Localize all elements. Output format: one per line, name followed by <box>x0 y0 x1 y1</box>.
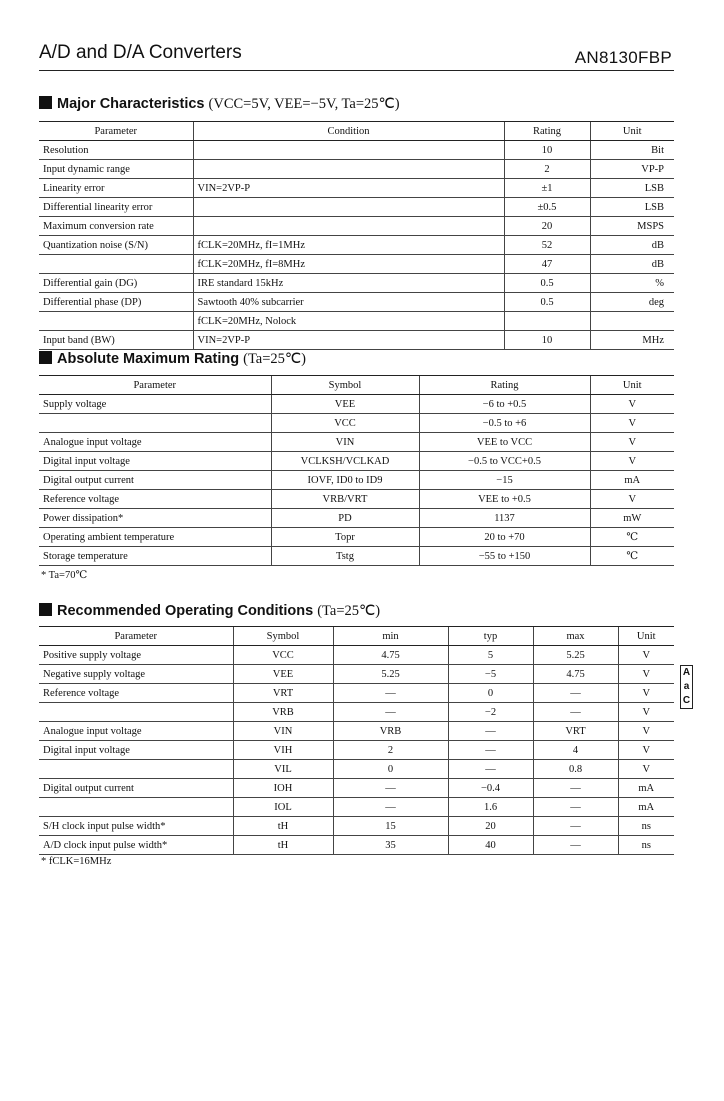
table-cell: 4 <box>533 741 618 760</box>
table-row <box>39 779 674 798</box>
table-header-row <box>39 122 674 141</box>
table-cell: V <box>590 433 674 452</box>
table-cell: — <box>448 722 533 741</box>
table-cell: 5 <box>448 646 533 665</box>
table-cell: Reference voltage <box>39 684 233 703</box>
section-square-icon <box>39 351 52 364</box>
table-row <box>39 312 674 331</box>
table-row <box>39 684 674 703</box>
table-row <box>39 547 674 566</box>
table-cell: Tstg <box>271 547 419 566</box>
section-condition: (Ta=25℃) <box>317 603 381 619</box>
table-cell: Differential gain (DG) <box>39 274 193 293</box>
table-cell: — <box>533 779 618 798</box>
table-cell: 0.5 <box>504 274 590 293</box>
column-header: typ <box>448 627 533 646</box>
table-cell: VCC <box>271 414 419 433</box>
table-row <box>39 433 674 452</box>
table-cell: IOH <box>233 779 333 798</box>
table-cell: V <box>618 741 674 760</box>
column-header: Unit <box>618 627 674 646</box>
absolute-maximum-rating-heading: Absolute Maximum Rating (Ta=25℃) <box>39 351 306 368</box>
table-row <box>39 798 674 817</box>
table-row <box>39 665 674 684</box>
table-row <box>39 722 674 741</box>
table-cell <box>193 217 504 236</box>
table-cell: VRB <box>333 722 448 741</box>
table-cell: 0 <box>333 760 448 779</box>
table-cell: — <box>533 703 618 722</box>
table-cell: 2 <box>333 741 448 760</box>
table-cell: −0.5 to VCC+0.5 <box>419 452 590 471</box>
table-cell <box>39 312 193 331</box>
table-cell: −15 <box>419 471 590 490</box>
table-cell: MSPS <box>590 217 674 236</box>
table-cell: fCLK=20MHz, fI=1MHz <box>193 236 504 255</box>
table-row <box>39 293 674 312</box>
table-cell: — <box>448 760 533 779</box>
table-cell: — <box>533 684 618 703</box>
table-cell: −5 <box>448 665 533 684</box>
table-cell: Storage temperature <box>39 547 271 566</box>
table-header-row <box>39 627 674 646</box>
table-cell: Resolution <box>39 141 193 160</box>
table-cell: fCLK=20MHz, Nolock <box>193 312 504 331</box>
table-cell: mA <box>618 798 674 817</box>
table-row <box>39 395 674 414</box>
table-cell: VIN <box>233 722 333 741</box>
table-cell: 52 <box>504 236 590 255</box>
side-index-tab <box>680 665 693 709</box>
table-row <box>39 331 674 350</box>
table-cell: Operating ambient temperature <box>39 528 271 547</box>
column-header: Parameter <box>39 376 271 395</box>
table-cell: Maximum conversion rate <box>39 217 193 236</box>
table-cell: Digital input voltage <box>39 452 271 471</box>
table-row <box>39 528 674 547</box>
table-cell: V <box>618 703 674 722</box>
column-header: Unit <box>590 122 674 141</box>
table-cell <box>39 414 271 433</box>
table-row <box>39 836 674 855</box>
table-cell: 20 <box>448 817 533 836</box>
table-header-row <box>39 376 674 395</box>
table-cell: Reference voltage <box>39 490 271 509</box>
table-cell: — <box>333 779 448 798</box>
table-cell: 1.6 <box>448 798 533 817</box>
table-cell: VIN=2VP-P <box>193 179 504 198</box>
column-header: Symbol <box>233 627 333 646</box>
table-cell: dB <box>590 236 674 255</box>
table-cell: VRT <box>533 722 618 741</box>
table-cell <box>504 312 590 331</box>
table-cell: −55 to +150 <box>419 547 590 566</box>
table-cell: — <box>533 836 618 855</box>
table-cell: 40 <box>448 836 533 855</box>
table-cell: Negative supply voltage <box>39 665 233 684</box>
header-rule <box>39 70 674 71</box>
table-row <box>39 198 674 217</box>
table-cell: Linearity error <box>39 179 193 198</box>
table-cell: 20 to +70 <box>419 528 590 547</box>
table-cell: Positive supply voltage <box>39 646 233 665</box>
table-cell <box>193 160 504 179</box>
table-cell: Digital input voltage <box>39 741 233 760</box>
table-row <box>39 646 674 665</box>
table-cell: 47 <box>504 255 590 274</box>
column-header: min <box>333 627 448 646</box>
table-cell: A/D clock input pulse width* <box>39 836 233 855</box>
table-cell: % <box>590 274 674 293</box>
table-cell: −2 <box>448 703 533 722</box>
table-cell: ±0.5 <box>504 198 590 217</box>
table-cell: Supply voltage <box>39 395 271 414</box>
table-cell: mA <box>590 471 674 490</box>
section-square-icon <box>39 96 52 109</box>
table-cell: V <box>590 490 674 509</box>
table-cell: VCC <box>233 646 333 665</box>
table-row <box>39 160 674 179</box>
recop-footnote: * fCLK=16MHz <box>41 856 112 867</box>
table-cell: — <box>533 798 618 817</box>
page-header <box>0 0 724 70</box>
table-cell: Quantization noise (S/N) <box>39 236 193 255</box>
table-cell: — <box>333 684 448 703</box>
table-cell: Differential phase (DP) <box>39 293 193 312</box>
part-number: AN8130FBP <box>574 48 672 67</box>
column-header: Rating <box>419 376 590 395</box>
table-row <box>39 414 674 433</box>
table-cell: VIH <box>233 741 333 760</box>
column-header: Parameter <box>39 122 193 141</box>
table-cell: ns <box>618 817 674 836</box>
table-cell: IOL <box>233 798 333 817</box>
table-cell: IOVF, ID0 to ID9 <box>271 471 419 490</box>
table-cell: 0.5 <box>504 293 590 312</box>
major-characteristics-heading: Major Characteristics (VCC=5V, VEE=−5V, Ta=25℃) <box>39 96 400 113</box>
column-header: max <box>533 627 618 646</box>
column-header: Rating <box>504 122 590 141</box>
table-row <box>39 741 674 760</box>
table-cell <box>39 255 193 274</box>
absmax-footnote: * Ta=70℃ <box>41 570 88 581</box>
table-cell: Input dynamic range <box>39 160 193 179</box>
table-cell: −0.4 <box>448 779 533 798</box>
table-cell: Power dissipation* <box>39 509 271 528</box>
table-cell: 4.75 <box>533 665 618 684</box>
table-cell: mW <box>590 509 674 528</box>
table-row <box>39 490 674 509</box>
table-row <box>39 509 674 528</box>
table-row <box>39 452 674 471</box>
table-cell: — <box>333 798 448 817</box>
table-cell: V <box>618 665 674 684</box>
table-cell: MHz <box>590 331 674 350</box>
table-cell: fCLK=20MHz, fI=8MHz <box>193 255 504 274</box>
table-cell: Analogue input voltage <box>39 722 233 741</box>
table-cell: Digital output current <box>39 471 271 490</box>
absolute-maximum-rating-table <box>39 375 674 566</box>
section-square-icon <box>39 603 52 616</box>
table-cell <box>39 760 233 779</box>
table-cell: V <box>618 684 674 703</box>
major-characteristics-table <box>39 121 674 350</box>
table-cell: VIL <box>233 760 333 779</box>
table-cell: VCLKSH/VCLKAD <box>271 452 419 471</box>
table-cell: — <box>533 817 618 836</box>
table-row <box>39 255 674 274</box>
table-cell: PD <box>271 509 419 528</box>
table-cell: ±1 <box>504 179 590 198</box>
table-row <box>39 274 674 293</box>
table-cell: −0.5 to +6 <box>419 414 590 433</box>
table-cell: — <box>448 741 533 760</box>
table-cell: VEE <box>233 665 333 684</box>
table-cell: dB <box>590 255 674 274</box>
section-condition: (Ta=25℃) <box>243 351 307 367</box>
table-row <box>39 817 674 836</box>
table-cell: 4.75 <box>333 646 448 665</box>
table-row <box>39 141 674 160</box>
column-header: Parameter <box>39 627 233 646</box>
table-cell: 1137 <box>419 509 590 528</box>
table-cell: 10 <box>504 331 590 350</box>
table-cell <box>39 703 233 722</box>
table-cell: ns <box>618 836 674 855</box>
table-cell: VIN=2VP-P <box>193 331 504 350</box>
table-cell: LSB <box>590 198 674 217</box>
table-cell: — <box>333 703 448 722</box>
table-cell: IRE standard 15kHz <box>193 274 504 293</box>
table-cell: ℃ <box>590 528 674 547</box>
table-cell: Differential linearity error <box>39 198 193 217</box>
table-cell: VIN <box>271 433 419 452</box>
table-cell: VRB <box>233 703 333 722</box>
table-cell: Sawtooth 40% subcarrier <box>193 293 504 312</box>
recommended-operating-table <box>39 626 674 855</box>
table-cell: ℃ <box>590 547 674 566</box>
table-cell: 2 <box>504 160 590 179</box>
table-cell: 0.8 <box>533 760 618 779</box>
side-tab-letter: C <box>682 695 691 706</box>
column-header: Symbol <box>271 376 419 395</box>
table-cell: Topr <box>271 528 419 547</box>
page-title: A/D and D/A Converters <box>39 42 242 63</box>
table-cell <box>193 141 504 160</box>
table-cell: 5.25 <box>533 646 618 665</box>
table-cell <box>590 312 674 331</box>
table-row <box>39 471 674 490</box>
table-cell: VEE to VCC <box>419 433 590 452</box>
column-header: Unit <box>590 376 674 395</box>
table-cell: VEE to +0.5 <box>419 490 590 509</box>
table-cell: V <box>590 452 674 471</box>
table-cell: 0 <box>448 684 533 703</box>
table-row <box>39 703 674 722</box>
table-cell: 15 <box>333 817 448 836</box>
table-cell: V <box>590 395 674 414</box>
table-cell: 35 <box>333 836 448 855</box>
table-cell: 5.25 <box>333 665 448 684</box>
table-cell: 20 <box>504 217 590 236</box>
table-cell: VP-P <box>590 160 674 179</box>
table-cell: LSB <box>590 179 674 198</box>
table-cell: V <box>618 760 674 779</box>
table-cell: S/H clock input pulse width* <box>39 817 233 836</box>
table-row <box>39 236 674 255</box>
table-cell: −6 to +0.5 <box>419 395 590 414</box>
table-cell: V <box>618 722 674 741</box>
table-cell: VRT <box>233 684 333 703</box>
table-cell: Bit <box>590 141 674 160</box>
table-cell: VEE <box>271 395 419 414</box>
table-cell: 10 <box>504 141 590 160</box>
table-row <box>39 760 674 779</box>
side-tab-letter: a <box>683 681 690 692</box>
recommended-operating-heading: Recommended Operating Conditions (Ta=25℃) <box>39 603 380 620</box>
table-row <box>39 217 674 236</box>
table-cell: tH <box>233 836 333 855</box>
table-cell: V <box>590 414 674 433</box>
table-cell: Analogue input voltage <box>39 433 271 452</box>
table-cell: deg <box>590 293 674 312</box>
table-cell <box>39 798 233 817</box>
table-cell: VRB/VRT <box>271 490 419 509</box>
table-cell <box>193 198 504 217</box>
table-cell: Input band (BW) <box>39 331 193 350</box>
section-condition: (VCC=5V, VEE=−5V, Ta=25℃) <box>208 96 400 112</box>
table-cell: Digital output current <box>39 779 233 798</box>
table-cell: tH <box>233 817 333 836</box>
column-header: Condition <box>193 122 504 141</box>
table-cell: V <box>618 646 674 665</box>
table-cell: mA <box>618 779 674 798</box>
side-tab-letter: A <box>682 667 691 678</box>
table-row <box>39 179 674 198</box>
